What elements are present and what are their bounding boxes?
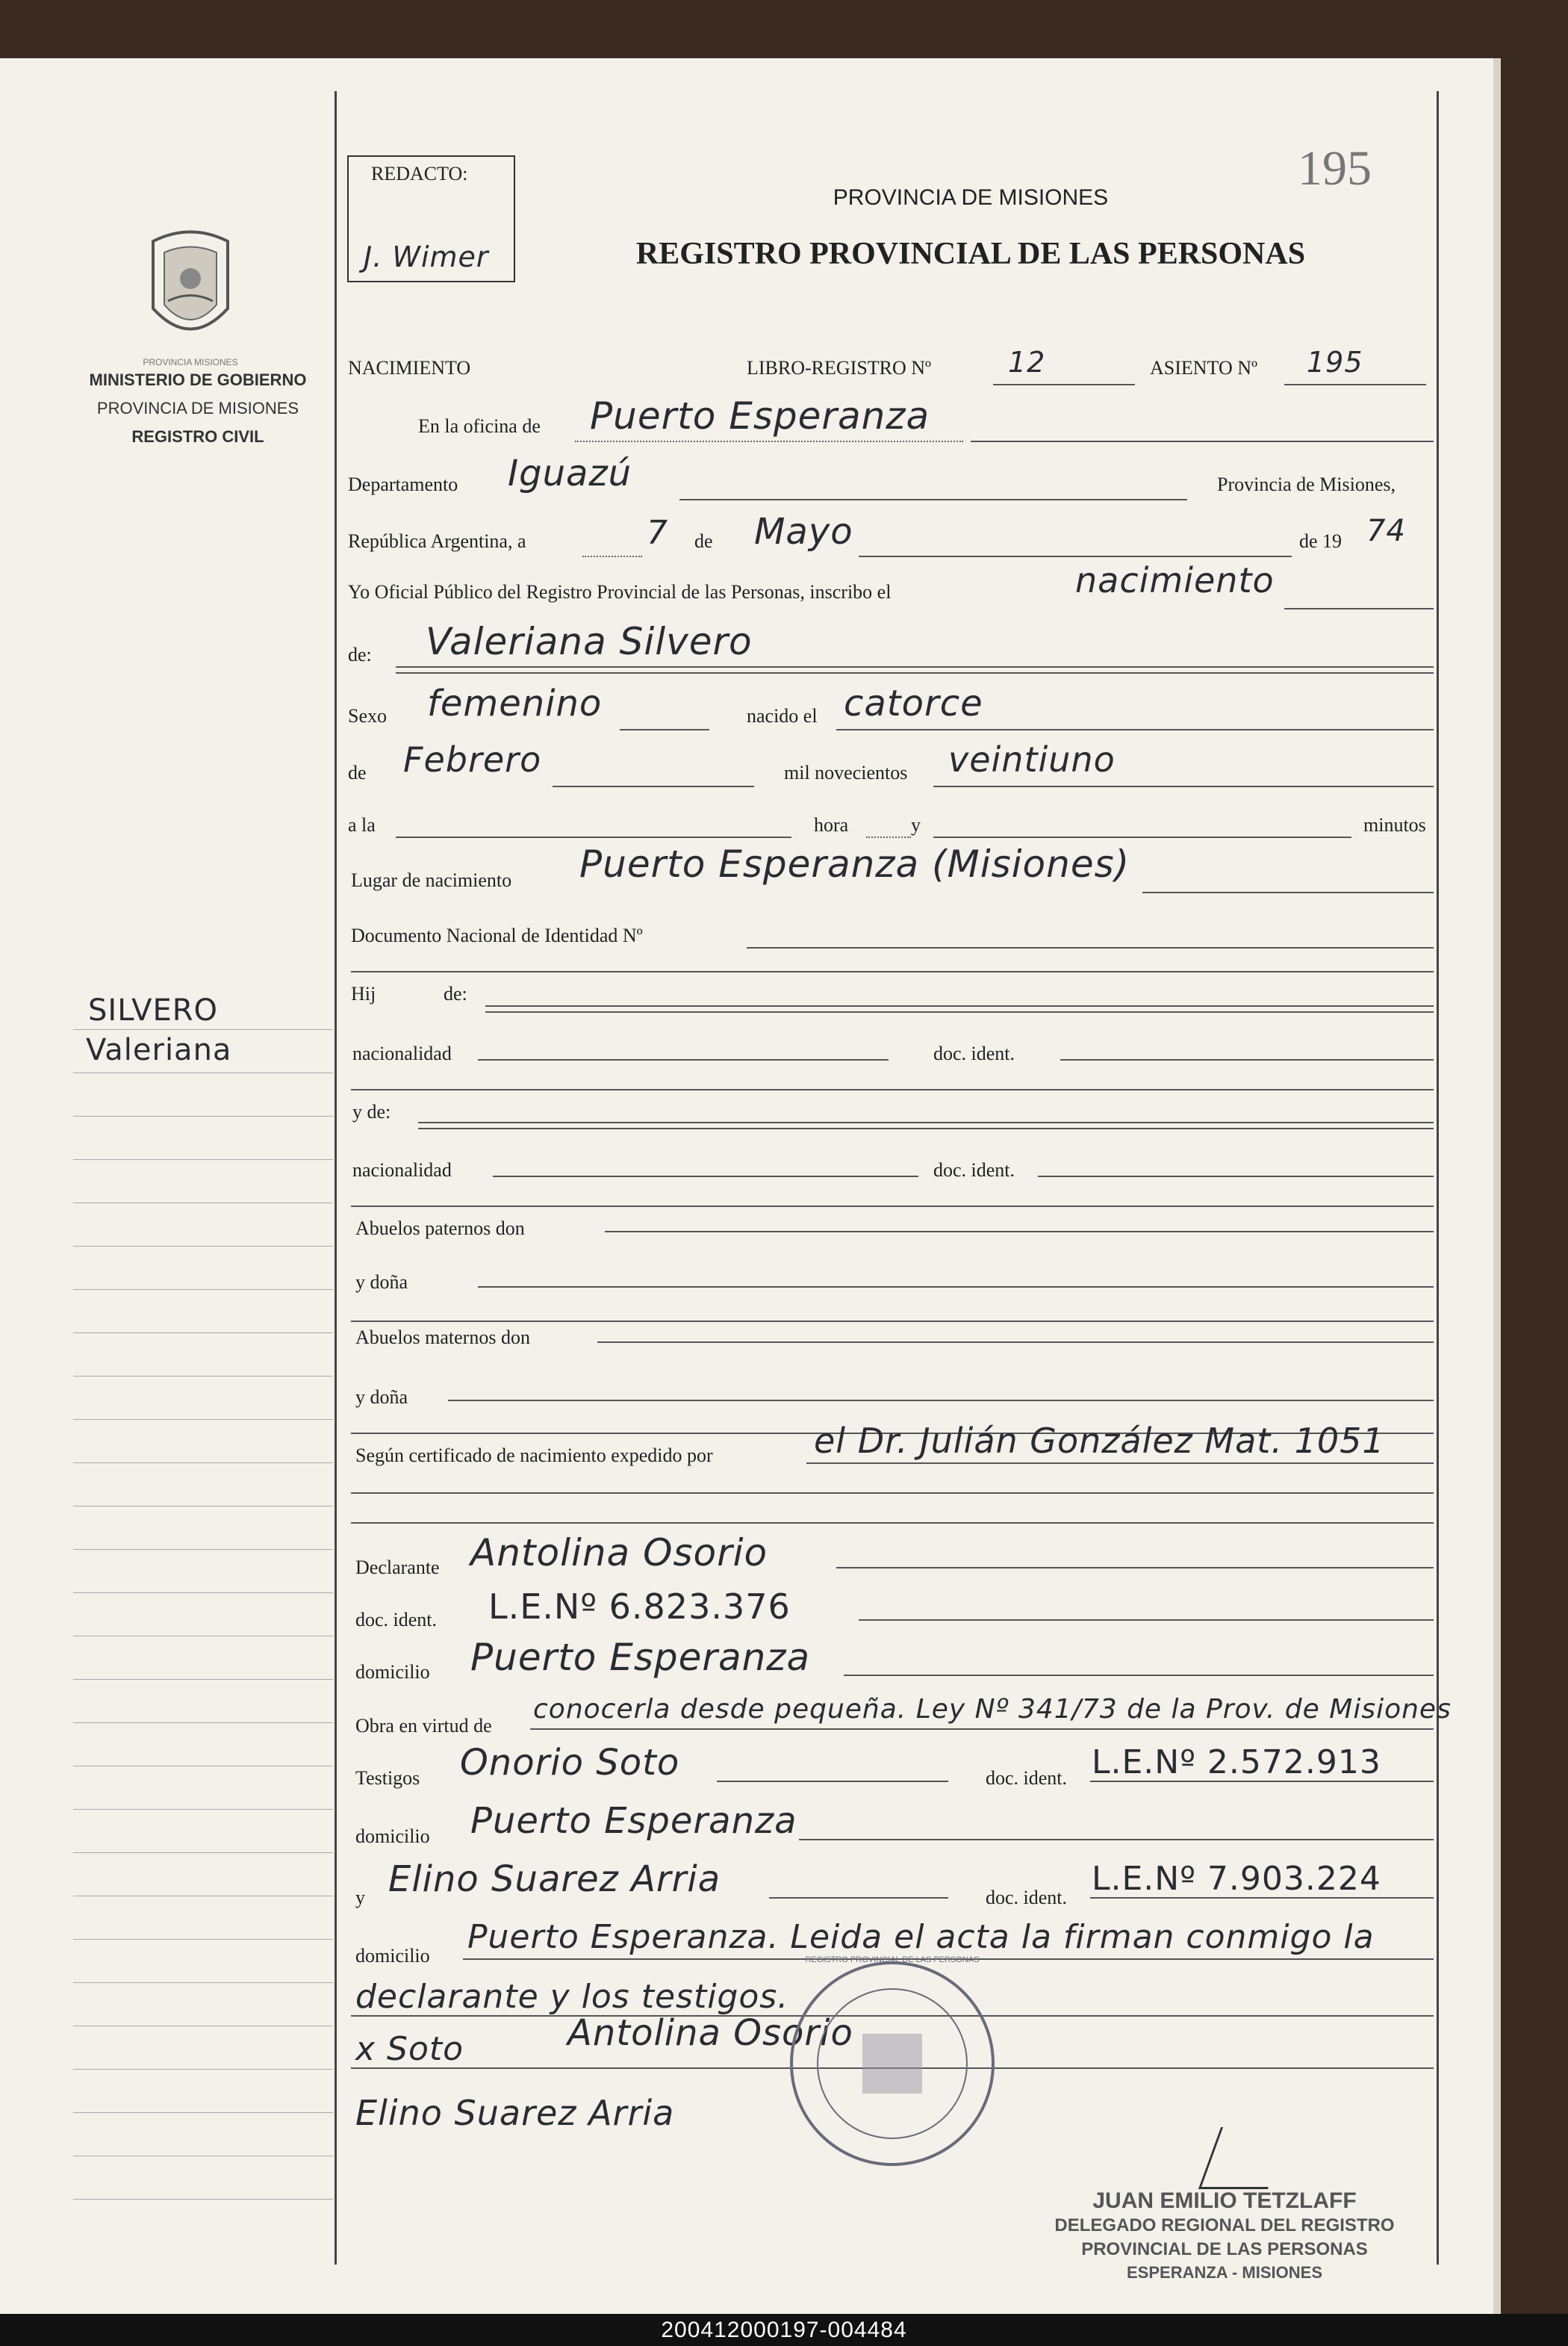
stamp-line-1: DELEGADO REGIONAL DEL REGISTRO — [1054, 2215, 1395, 2235]
ministry-line-1: MINISTERIO DE GOBIERNO — [89, 370, 307, 389]
domicilio-2-value: Puerto Esperanza — [470, 1800, 797, 1842]
margin-note-name: Valeriana — [86, 1033, 232, 1067]
image-id-footer: 200412000197-004484 — [0, 2314, 1568, 2346]
de-nombre-label: de: — [348, 644, 372, 665]
y-dona-1-label: y doña — [355, 1271, 408, 1293]
signature-soto: x Soto — [355, 2030, 464, 2068]
provincia-label: Provincia de Misiones, — [1217, 474, 1396, 495]
oficial-value: nacimiento — [1075, 560, 1275, 601]
continuation-value: declarante y los testigos. — [355, 1978, 789, 2016]
doc-ident-decl-value: L.E.Nº 6.823.376 — [488, 1586, 791, 1627]
domicilio-3-value: Puerto Esperanza. Leida el acta la firman conmigo la — [467, 1918, 1375, 1956]
signature-elino: Elino Suarez Arria — [355, 2093, 675, 2133]
stamp-name: JUAN EMILIO TETZLAFF — [1092, 2188, 1357, 2213]
mes-nac-value: Febrero — [403, 739, 542, 780]
nacimiento-label: NACIMIENTO — [348, 357, 471, 379]
dni-label: Documento Nacional de Identidad Nº — [351, 925, 643, 946]
hij-de-label: de: — [444, 983, 467, 1005]
provincial-coat-of-arms-icon — [138, 226, 243, 353]
round-seal-text: REGISTRO PROVINCIAL DE LAS PERSONAS — [805, 1955, 980, 1964]
obra-label: Obra en virtud de — [355, 1715, 492, 1737]
de-mes-label: de — [348, 762, 367, 783]
de-label: de — [694, 530, 713, 552]
testigo-1-value: Onorio Soto — [460, 1742, 680, 1784]
delegate-scribble — [1198, 2127, 1290, 2189]
signature-antolina: Antolina Osorio — [567, 2012, 853, 2054]
sexo-value: femenino — [427, 683, 603, 724]
ministry-line-2: PROVINCIA DE MISIONES — [96, 399, 299, 418]
y-de-label: y de: — [352, 1101, 391, 1123]
stamp-line-3: ESPERANZA - MISIONES — [1127, 2263, 1322, 2282]
testigos-label: Testigos — [355, 1767, 420, 1789]
stamp-line-2: PROVINCIAL DE LAS PERSONAS — [1081, 2239, 1368, 2259]
departamento-label: Departamento — [348, 474, 458, 495]
doc-ident-2-label: doc. ident. — [933, 1159, 1015, 1181]
province-heading: PROVINCIA DE MISIONES — [833, 185, 1109, 210]
document-page — [0, 58, 1501, 2314]
page-number: 195 — [1298, 141, 1372, 196]
testigo-2-value: Elino Suarez Arria — [388, 1858, 721, 1900]
oficina-value: Puerto Esperanza — [590, 394, 930, 438]
y2-label: y — [355, 1887, 365, 1908]
seal-caption: PROVINCIA MISIONES — [143, 357, 238, 367]
ministry-line-3: REGISTRO CIVIL — [131, 427, 264, 446]
redacto-signature: J. Wimer — [364, 241, 489, 273]
sexo-label: Sexo — [348, 705, 387, 727]
doc-ident-decl-label: doc. ident. — [355, 1609, 438, 1630]
mes-value: Mayo — [754, 511, 853, 553]
libro-label: LIBRO-REGISTRO Nº — [747, 357, 932, 379]
republica-label: República Argentina, a — [348, 530, 526, 552]
nacionalidad-2-label: nacionalidad — [352, 1159, 452, 1181]
y-label: y — [911, 814, 921, 836]
hij-label: Hij — [351, 983, 376, 1005]
abuelos-maternos-label: Abuelos maternos don — [355, 1326, 530, 1348]
de-anio-label: de 19 — [1299, 530, 1343, 552]
nombre-value: Valeriana Silvero — [426, 620, 753, 663]
domicilio-3-label: domicilio — [355, 1945, 430, 1967]
asiento-value: 195 — [1307, 346, 1363, 379]
redacto-box — [347, 155, 515, 282]
nacionalidad-1-label: nacionalidad — [352, 1043, 452, 1064]
testigo-2-doc-value: L.E.Nº 7.903.224 — [1092, 1860, 1381, 1898]
lugar-label: Lugar de nacimiento — [351, 869, 512, 891]
segun-label: Según certificado de nacimiento expedido por — [355, 1444, 713, 1466]
lugar-value: Puerto Esperanza (Misiones) — [579, 842, 1130, 886]
official-round-seal-icon — [784, 1955, 1001, 2172]
domicilio-1-label: domicilio — [355, 1661, 430, 1683]
oficina-label: En la oficina de — [418, 415, 541, 437]
obra-value: conocerla desde pequeña. Ley Nº 341/73 de la Prov. de Misiones — [533, 1694, 1452, 1725]
a-la-label: a la — [348, 814, 376, 836]
nacido-label: nacido el — [747, 705, 818, 727]
abuelos-paternos-label: Abuelos paternos don — [355, 1217, 525, 1239]
domicilio-1-value: Puerto Esperanza — [470, 1636, 811, 1679]
anio-value: 74 — [1366, 514, 1406, 548]
right-border-line — [1437, 91, 1439, 2265]
testigo-1-doc-value: L.E.Nº 2.572.913 — [1092, 1743, 1381, 1781]
minutos-label: minutos — [1363, 814, 1426, 836]
domicilio-2-label: domicilio — [355, 1825, 430, 1847]
declarante-value: Antolina Osorio — [470, 1531, 768, 1574]
redacto-label: REDACTO: — [371, 163, 468, 184]
mil-label: mil novecientos — [784, 762, 908, 783]
segun-value: el Dr. Julián González Mat. 1051 — [814, 1421, 1385, 1461]
registry-title: REGISTRO PROVINCIAL DE LAS PERSONAS — [635, 237, 1306, 271]
y-dona-2-label: y doña — [355, 1386, 408, 1408]
testigo-1-doc-label: doc. ident. — [986, 1767, 1068, 1789]
declarante-label: Declarante — [355, 1557, 440, 1578]
doc-ident-1-label: doc. ident. — [933, 1043, 1015, 1064]
mil-value: veintiuno — [948, 739, 1116, 780]
libro-value: 12 — [1008, 346, 1046, 379]
nacido-value: catorce — [844, 683, 983, 724]
dia-value: 7 — [647, 514, 668, 552]
testigo-2-doc-label: doc. ident. — [986, 1887, 1068, 1908]
hora-label: hora — [814, 814, 849, 836]
departamento-value: Iguazú — [508, 453, 632, 494]
margin-note-surname: SILVERO — [88, 993, 218, 1028]
oficial-label: Yo Oficial Público del Registro Provincial de las Personas, inscribo el — [348, 581, 892, 603]
asiento-label: ASIENTO Nº — [1150, 357, 1258, 379]
